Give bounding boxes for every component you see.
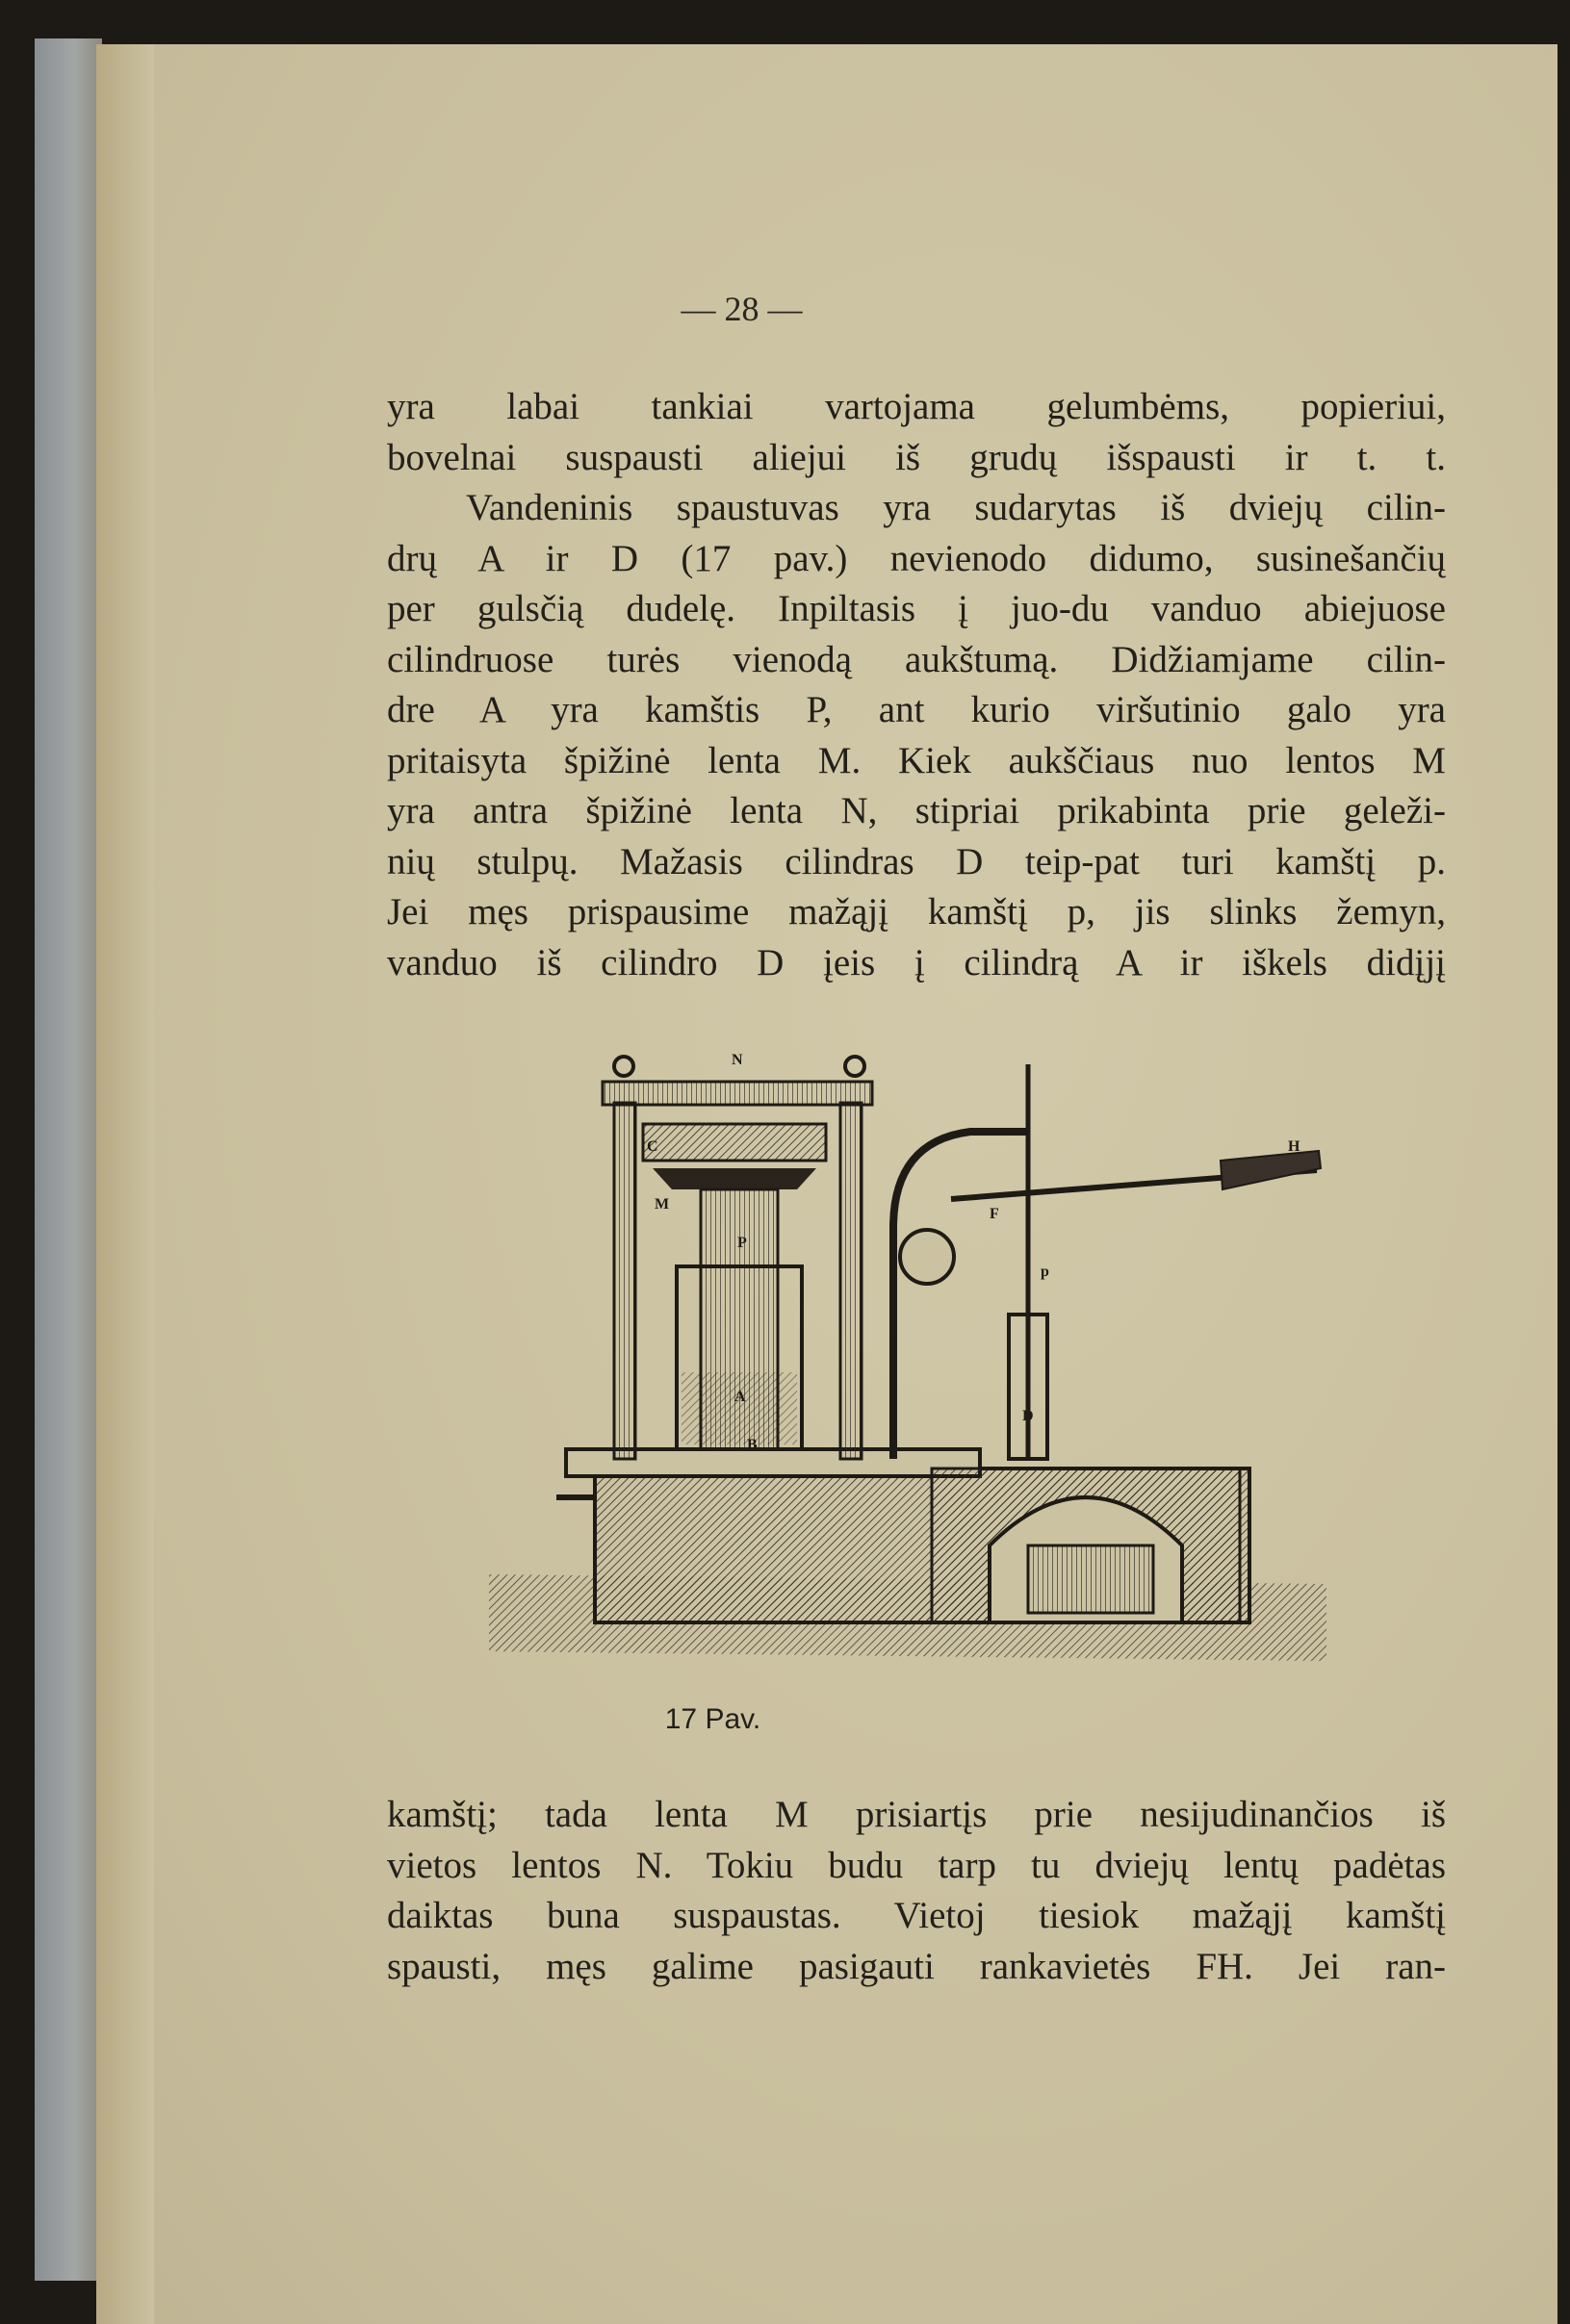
text-line: dre A yra kamštis P, ant kurio viršutinio galo yra: [387, 689, 1446, 730]
label-P: P: [737, 1235, 747, 1251]
text-line: kamštį; tada lenta M prisiartįs prie nesijudinančios iš: [387, 1794, 1446, 1835]
text-line: per gulsčią dudelę. Inpiltasis į juo-du vanduo abiejuose: [387, 588, 1446, 629]
text-line: pritaisyta špižinė lenta M. Kiek aukščiaus nuo lentos M: [387, 739, 1446, 781]
page-number-text: — 28 —: [681, 290, 803, 328]
label-F: F: [990, 1206, 999, 1222]
label-M: M: [655, 1196, 670, 1213]
text-line: Jei męs prispausime mažąjį kamštį p, jis slinks žemyn,: [387, 891, 1446, 932]
label-A: A: [734, 1389, 746, 1405]
text-line: vanduo iš cilindro D įeis į cilindrą A ir iškels didįjį: [387, 941, 1446, 983]
label-B: B: [747, 1437, 758, 1453]
text-line: bovelnai suspausti aliejui iš grudų išspausti ir t. t.: [387, 436, 1446, 478]
hydraulic-press-illustration: [489, 1045, 1326, 1671]
label-N: N: [732, 1052, 743, 1068]
text-line: drų A ir D (17 pav.) nevienodo didumo, susinešančių: [387, 537, 1446, 579]
label-D: D: [1022, 1408, 1034, 1424]
label-p: p: [1041, 1264, 1049, 1280]
paragraph-top: [387, 382, 1446, 988]
text-line: spausti, męs galime pasigauti rankavietės FH. Jei ran-: [387, 1945, 1446, 1987]
text-line: nių stulpų. Mažasis cilindras D teip-pat turi kamštį p.: [387, 840, 1446, 882]
page-gutter-shadow: [96, 44, 154, 2324]
text-line: Vandeninis spaustuvas yra sudarytas iš dviejų cilin-: [466, 487, 1446, 528]
text-line: yra antra špižinė lenta N, stipriai prikabinta prie geleži-: [387, 790, 1446, 831]
text-line: cilindruose turės vienodą aukštumą. Didžiamjame cilin-: [387, 638, 1446, 680]
book-spine-edge: [35, 38, 102, 2281]
paragraph-bottom: [387, 1790, 1446, 1992]
label-H: H: [1288, 1138, 1300, 1155]
figure-caption: [0, 1703, 1570, 1736]
text-line: daiktas buna suspaustas. Vietoj tiesiok mažąjį kamštį: [387, 1895, 1446, 1936]
figure-caption-text: 17 Pav.: [664, 1703, 761, 1735]
text-line: vietos lentos N. Tokiu budu tarp tu dviejų lentų padėtas: [387, 1844, 1446, 1886]
press-base: [566, 1449, 1249, 1622]
label-C: C: [647, 1138, 658, 1155]
text-line: yra labai tankiai vartojama gelumbėms, popieriui,: [387, 386, 1446, 427]
page-number: [0, 289, 1570, 329]
